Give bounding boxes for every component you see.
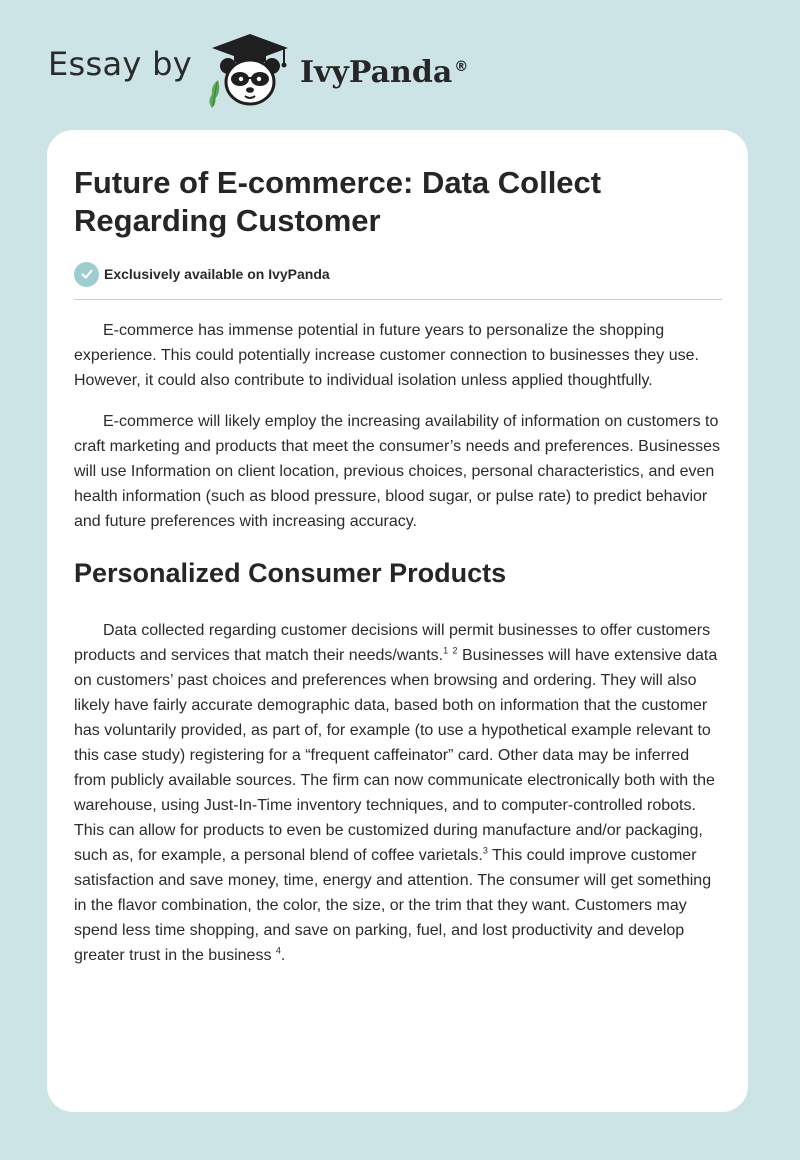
divider bbox=[74, 299, 722, 300]
essay-card bbox=[47, 130, 748, 1112]
brand-prefix: Essay by bbox=[48, 45, 192, 83]
paragraph-intro: E-commerce has immense potential in future years to personalize the shopping experience. This could potentially increase customer connection to businesses they use. However, it could also contribute to individual isolation unless applied thoughtfully. bbox=[74, 322, 699, 389]
brand-header bbox=[48, 30, 468, 110]
paragraph-text: This could improve customer satisfaction and save money, time, energy and attention. The consumer will get something in the flavor combination, the color, the size, or the trim that they want. Customers may spend less time shopping, and save on parking, fuel, and lost productivity and develop greater trust in the business bbox=[74, 847, 712, 964]
registered-mark: ® bbox=[454, 58, 469, 75]
footnote-ref[interactable]: 2 bbox=[452, 645, 458, 656]
brand-name-text: IvyPanda bbox=[299, 54, 453, 90]
page-title: Future of E-commerce: Data Collect Regarding Customer bbox=[74, 165, 602, 238]
paragraph-text: Businesses will have extensive data on customers’ past choices and preferences when browsing and ordering. They will also likely have fairly accurate demographic data, based both on information that the customer has voluntarily provided, as part of, for example (to use a hypothetical example relevant to this case study) registering for a “frequent caffeinator” card. Other data may be inferred from publicly available sources. The firm can now communicate electronically both with the warehouse, using Just-In-Time inventory techniques, and to computer-controlled robots. This can allow for products to even be customized during manufacture and/or packaging, such as, for example, a personal blend of coffee varietals. bbox=[74, 647, 718, 864]
section-heading: Personalized Consumer Products bbox=[74, 558, 507, 588]
footnote-ref[interactable]: 3 bbox=[482, 845, 488, 856]
paragraph-personalized-products bbox=[74, 618, 722, 968]
exclusive-badge bbox=[74, 260, 722, 288]
footnote-ref[interactable]: 1 bbox=[443, 645, 449, 656]
check-icon bbox=[74, 262, 99, 287]
paragraph-data-usage: E-commerce will likely employ the increasing availability of information on customers to craft marketing and products that meet the consumer’s needs and preferences. Businesses will use Information on client location, previous choices, personal characteristics, and even health information (such as blood pressure, blood sugar, or pulse rate) to predict behavior and future preferences with increasing accuracy. bbox=[74, 413, 720, 530]
footnote-ref[interactable]: 4 bbox=[275, 945, 281, 956]
brand-name bbox=[300, 55, 468, 90]
paragraph-text: Data collected regarding customer decisions will permit businesses to offer customers products and services that match their needs/wants. bbox=[74, 622, 711, 664]
check-mark-glyph bbox=[80, 267, 94, 281]
paragraph-text: . bbox=[280, 947, 286, 964]
panda-graduate-icon bbox=[204, 30, 296, 110]
exclusive-label: Exclusively available on IvyPanda bbox=[104, 266, 330, 282]
